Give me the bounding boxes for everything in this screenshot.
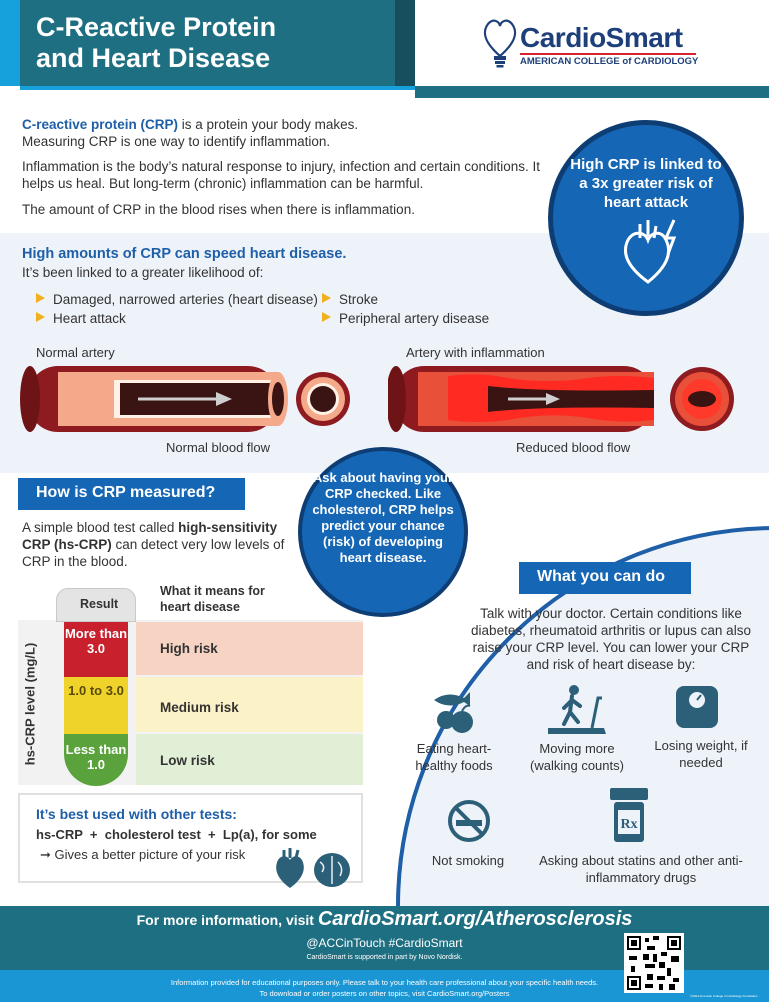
best-used-formula: hs-CRP + cholesterol test + Lp(a), for some — [36, 827, 317, 842]
action-moving: Moving more (walking counts) — [530, 741, 624, 773]
footer-url-link[interactable]: CardioSmart.org/Atherosclerosis — [317, 908, 633, 930]
arrow-right-icon: ➞ — [40, 847, 55, 862]
what-you-can-do-title: What you can do — [537, 568, 665, 585]
arrow-bullet-icon — [36, 312, 45, 322]
what-you-can-do-text: Talk with your doctor. Certain conditions like diabetes, rheumatoid arthritis or lupus can also raise your CRP level. You can lower your CRP and risk of heart disease by: — [471, 606, 751, 672]
action-statins: Asking about statins and other anti-inflammatory drugs — [539, 853, 743, 885]
footer-posters-link[interactable]: To download or order posters on other topics, visit CardioSmart.org/Posters — [259, 989, 510, 998]
list-item — [36, 292, 318, 307]
prescription-bottle-icon — [608, 786, 650, 844]
low-risk-label: Low risk — [160, 753, 215, 768]
normal-flow-label: Normal blood flow — [166, 440, 271, 455]
intro-lead: C-reactive protein (CRP) — [22, 117, 179, 132]
logo-name: CardioSmart — [520, 22, 683, 53]
header-band — [415, 86, 769, 98]
intro-p1-rest: is a protein your body makes. — [178, 117, 359, 132]
medium-risk-label: Medium risk — [160, 700, 239, 715]
low-level-label: Less than 1.0 — [65, 742, 127, 772]
header-band-blue — [20, 86, 415, 90]
list-item-label: Peripheral artery disease — [339, 311, 490, 326]
intro-paragraph-1 — [22, 116, 492, 150]
list-item-label: Stroke — [339, 292, 379, 307]
header-dark-stripe — [395, 0, 415, 86]
copyright: ©2024 American College of Cardiology Foundation — [690, 994, 758, 998]
footer-more-info-text: For more information, visit — [136, 912, 318, 928]
reduced-flow-label: Reduced blood flow — [516, 440, 631, 455]
high-level-label: More than 3.0 — [64, 626, 128, 656]
inflamed-artery-illustration — [388, 362, 748, 436]
list-item-label: Heart attack — [53, 311, 126, 326]
intro-paragraph-3: The amount of CRP in the blood rises when there is inflammation. — [22, 202, 415, 217]
best-used-note — [40, 847, 245, 863]
action-not-smoking: Not smoking — [431, 853, 505, 868]
intro-p1-line2: Measuring CRP is one way to identify inflammation. — [22, 134, 331, 149]
page-title — [36, 12, 276, 74]
meaning-column-header: What it means for heart disease — [160, 584, 265, 614]
best-used-note-text: Gives a better picture of your risk — [54, 847, 246, 862]
healthy-food-icon — [430, 686, 482, 738]
best-used-title: It’s best used with other tests: — [36, 806, 237, 822]
arrow-bullet-icon — [36, 293, 45, 303]
page-title-line1: C-Reactive Protein — [36, 12, 277, 42]
speed-title: High amounts of CRP can speed heart disease. — [22, 246, 347, 262]
page-title-line2: and Heart Disease — [36, 43, 271, 73]
qr-code-icon — [627, 936, 681, 990]
arrow-bullet-icon — [322, 312, 331, 322]
footer-social: @ACCinTouch #CardioSmart — [306, 936, 463, 950]
list-item — [36, 311, 126, 326]
list-item-label: Damaged, narrowed arteries (heart disease) — [53, 292, 318, 307]
ask-callout-text: Ask about having your CRP checked. Like cholesterol, CRP helps predict your chance (risk) of developing heart disease. — [312, 470, 454, 565]
treadmill-icon — [544, 684, 610, 736]
list-item — [322, 292, 378, 307]
risk-callout-text: High CRP is linked to a 3x greater risk of heart attack — [570, 156, 722, 211]
result-column-header: Result — [80, 597, 119, 611]
normal-artery-label: Normal artery — [36, 345, 115, 360]
medium-level-label: 1.0 to 3.0 — [68, 683, 124, 698]
heart-bulb-logo-icon — [482, 12, 518, 68]
action-weight: Losing weight, if needed — [654, 738, 748, 770]
footer-more-info — [0, 908, 769, 931]
how-measured-title: How is CRP measured? — [36, 484, 216, 501]
header-accent-stripe — [0, 0, 20, 86]
arrow-bullet-icon — [322, 293, 331, 303]
svg-text:Rx: Rx — [620, 817, 638, 832]
how-text-c: can detect very low levels of CRP in the blood. — [22, 537, 285, 569]
action-eating: Eating heart-healthy foods — [415, 741, 493, 773]
how-measured-text — [22, 519, 292, 570]
footer-support: CardioSmart is supported in part by Novo Nordisk. — [306, 954, 463, 961]
heart-brain-icon — [272, 846, 354, 890]
normal-artery-illustration — [18, 362, 358, 436]
qr-code[interactable] — [624, 933, 684, 993]
intro-paragraph-2: Inflammation is the body’s natural response to injury, infection and certain conditions. It helps us heal. But long-term (chronic) inflammation can be harmful. — [22, 159, 541, 191]
how-text-b: high-sensitivity CRP (hs-CRP) — [22, 520, 278, 552]
heart-attack-icon — [618, 214, 688, 288]
inflamed-artery-label: Artery with inflammation — [406, 345, 545, 360]
how-text-a: A simple blood test called — [22, 520, 179, 535]
axis-label: hs-CRP level (mg/L) — [22, 642, 38, 766]
scale-icon — [674, 684, 720, 730]
high-risk-label: High risk — [160, 641, 218, 656]
logo-underline — [520, 53, 696, 55]
speed-subtitle: It’s been linked to a greater likelihood of: — [22, 265, 264, 280]
list-item — [322, 311, 489, 326]
footer-disclaimer: Information provided for educational purposes only. Please talk to your health care professional about your specific health needs. — [170, 978, 599, 987]
logo-subtitle: AMERICAN COLLEGE of CARDIOLOGY — [520, 56, 699, 67]
no-smoking-icon — [446, 798, 492, 844]
